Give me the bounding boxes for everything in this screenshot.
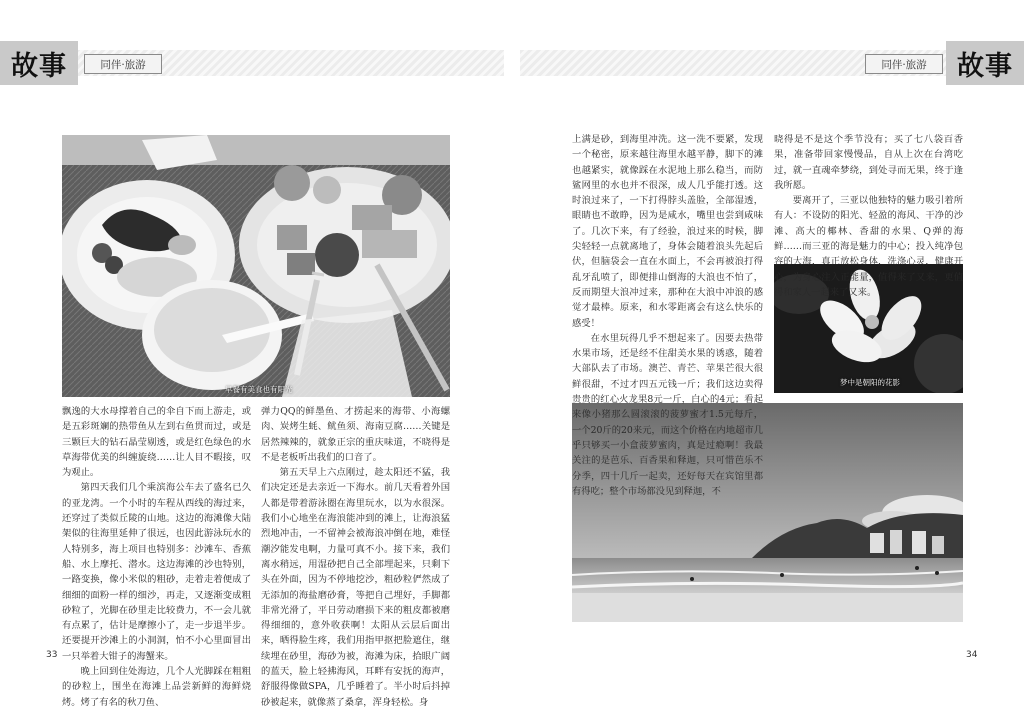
section-tag-left: 同伴·旅游 (84, 54, 162, 74)
article-column-3 (572, 132, 763, 499)
page-number-left: 33 (46, 650, 58, 660)
paragraph: 弹力QQ的鲜墨鱼、才捞起来的海带、小海螺肉、炭烤生蚝、鱿鱼须、海南豆腐……关键是居然辣辣的，就象正宗的重庆味道，不晓得是不是老板听出我们的口音了。 (261, 406, 450, 463)
paragraph: 第四天我们几个乘滨海公车去了盛名已久的亚龙湾。一个小时的车程从西线的海过来，还穿过了类似丘陵的山地。这边的海滩像大陆架似的往海里延伸了很远，也因此游泳玩水的人特别多，海上项目也特别多：沙滩车、香蕉船、水上摩托、潜水。这边海滩的沙也特别，一路变换，像小米似的粗砂，走着走着便成了细细的面粉一样的细沙，再走，又逐渐变成粗砂粒了，光脚在砂里走比较费力，不一会儿就有点累了，估计是摩擦小了，走一步退半步。还要提开沙滩上的小洞洞，怕不小心里面冒出一只举着大钳子的海蟹来。 (62, 482, 251, 662)
paragraph: 在水里玩得几乎不想起来了。因要去热带水果市场，还是经不住甜美水果的诱惑，随着大部队去了市场。澳芒、青芒、苹果芒很大很鲜很甜，不过才四五元钱一斤；我们这边卖得贵贵的红心火龙果8元一斤，白心的4元；看起来像小猪那么圆滚滚的菠萝蜜才1.5元每斤，一个20斤的20来元，而这个价格在内地超市几乎只够买一小盒菠萝蜜肉，真是过瘾啊！我最关注的是芭乐、百香果和释迦，只可惜芭乐不分季，四十几斤一起卖，还好每天在宾馆里都有得吃；整个市场都没见到释迦，不 (572, 332, 764, 497)
section-title-right: 故事 (946, 41, 1024, 85)
page-number-right: 34 (966, 650, 978, 660)
section-title-left: 故事 (0, 41, 78, 85)
breakfast-illustration (62, 135, 450, 397)
paragraph: 飘逸的大水母撑着自己的伞自下而上游走，或是五彩斑斓的热带鱼从左到右鱼贯而过，或是三颗巨大的钻石晶莹剔透，或是红色绿色的水草海带优美的纠缠旋绕……让人目不暇接，叹为观止。 (62, 406, 251, 479)
breakfast-photo (62, 135, 450, 397)
paragraph: 晓得是不是这个季节没有；买了七八袋百香果，准备带回家慢慢品，自从上次在台湾吃过，就一直魂牵梦绕，到处寻而无果，终于逢我所愿。 (774, 134, 963, 191)
paragraph: 上满是砂，到海里冲洗。这一洗不要紧，发现一个秘密，原来越往海里水越平静，脚下的滩也越紧实，就像踩在水泥地上那么稳当，而防鲨网里的水也并不很深，成人几乎能打透。这时浪过来了，一下打得脖头盖脸，全部湿透，眼睛也不敢睁，因为是咸水，嘴里也尝到咸味了。几次下来，有了经验，浪过来的时候，脚尖轻轻一点就离地了，身体会随着浪头先起后伏，但脑袋会一直在水面上，不会再被浪打得乱牙乱喷了，即便排山倒海的大浪也不怕了，反而期望大浪冲过来，那种在大浪中冲浪的感觉才最棒。原来，和水零距离会有这么快乐的感受！ (572, 134, 763, 329)
section-tag-right: 同伴·旅游 (865, 54, 943, 74)
paragraph: 晚上回到住处海边，几个人光脚踩在粗粗的砂粒上，围坐在海滩上品尝新鲜的海鲜烧烤。烤了有名的秋刀鱼、 (62, 666, 251, 708)
paragraph: 要离开了，三亚以他独特的魅力吸引着所有人：不设防的阳光、轻盈的海风、干净的沙滩、高大的椰林、香甜的水果、Q弹的海鲜……而三亚的海是魅力的中心；投入纯净包容的大海，真正放松身体，洗涤心灵，健康开心，为身心注入正能量，值得来了又来，更值得和家人一起来了又来。 (774, 195, 963, 298)
breakfast-caption: 早餐有美食也有阳光 (225, 385, 293, 394)
article-column-4 (774, 132, 963, 300)
flower-caption: 梦中是朝阳的花影 (840, 378, 900, 387)
article-column-2 (261, 404, 450, 710)
paragraph: 第五天早上六点刚过，趁太阳还不猛，我们决定还是去亲近一下海水。前几天看着外国人都是带着游泳圈在海里玩水，以为水很深。我们小心地坐在海浪能冲到的滩上，让海浪猛烈地冲击，一不留神会被海浪冲倒在地，难怪潮汐能发电啊，力量可真不小。接下来，我们离水稍远，用湿砂把自己全部埋起来，只剩下头在外面，因为不停地挖沙，粗砂粒俨然成了无添加的海盐磨砂膏，等把自己埋好，手脚都非常光滑了，平日劳动磨损下来的粗皮都被磨得细细的，意外收获啊！太阳从云层后面出来，晒得脸生疼，我们用指甲抠把脸遮住，继续埋在砂里，海砂为被，海滩为床，拾眼广阔的蓝天，脸上轻拂海风，耳畔有安抚的海声，舒服得像做SPA，几乎睡着了。半小时后抖掉砂被起来，就像蒸了桑拿，浑身轻松。身 (261, 467, 450, 708)
article-column-1 (62, 404, 251, 710)
